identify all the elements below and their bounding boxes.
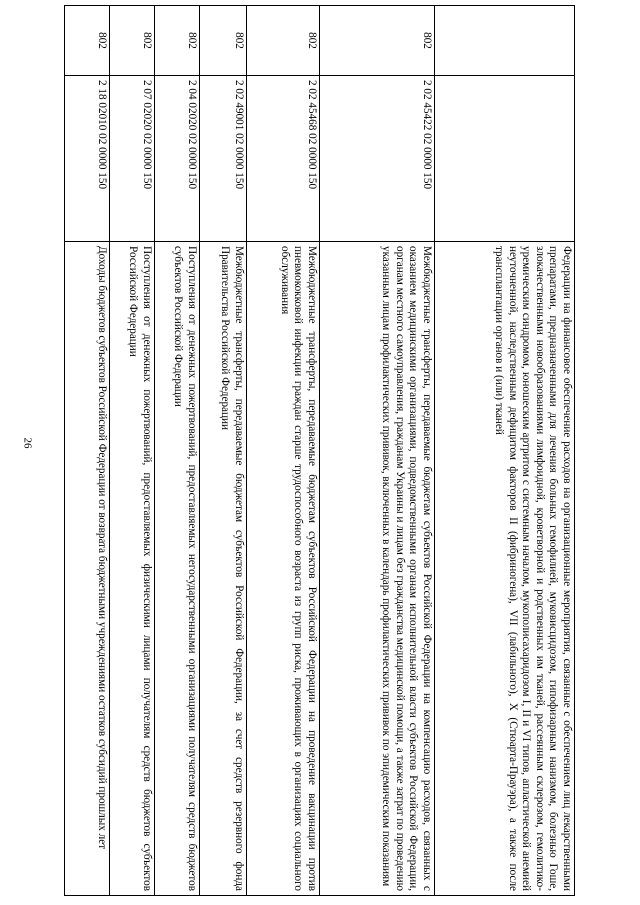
kbk-code-cell: 2 04 02020 02 0000 150 xyxy=(155,76,200,242)
table-row xyxy=(247,6,320,896)
revenue-name-cell: Межбюджетные трансферты, передаваемые бюджетам субъектов Российской Федерации на проведение вакцинации против пневмококковой инфекции граждан старше трудоспособного возраста из групп риска, проживающих в организациях социального обслуживания xyxy=(247,242,320,896)
kbk-code-cell: 2 07 02020 02 0000 150 xyxy=(110,76,155,242)
admin-code-cell: 802 xyxy=(155,6,200,76)
table-row xyxy=(200,6,247,896)
kbk-code-cell: 2 02 45422 02 0000 150 xyxy=(320,76,435,242)
admin-code-cell xyxy=(435,6,575,76)
admin-code-cell: 802 xyxy=(110,6,155,76)
revenue-name-cell: Поступления от денежных пожертвований, предоставляемых физическими лицами получателям средств бюджетов субъектов Российской Федерации xyxy=(110,242,155,896)
table-row xyxy=(155,6,200,896)
page-number: 26 xyxy=(21,437,34,449)
kbk-code-cell xyxy=(435,76,575,242)
kbk-code-cell: 2 18 02010 02 0000 150 xyxy=(65,76,110,242)
table-row xyxy=(320,6,435,896)
rotated-page-content xyxy=(65,5,575,895)
kbk-code-cell: 2 02 49001 02 0000 150 xyxy=(200,76,247,242)
admin-code-cell: 802 xyxy=(320,6,435,76)
admin-code-cell: 802 xyxy=(200,6,247,76)
kbk-code-cell: 2 02 45468 02 0000 150 xyxy=(247,76,320,242)
revenue-name-cell: Федерации на финансовое обеспечение расходов на организационные мероприятия, связанные с обеспечением лиц лекарственными препаратами, предназначенными для лечения больных гемофилией, муковисцидозом, гипофизарным нанизмом, болезнью Гоше, злокачественными новообразованиями лимфоидной, кроветворной и родственных им тканей, рассеянным склерозом, гемолитико-уремическим синдромом, юношеским артритом с системным началом, мукополисахаридозом I, II и VI типов, апластической анемией неуточненной, наследственным дефицитом факторов II (фибриногена), VII (лабильного), X (Стюарта-Прауэра), а также после трансплантации органов и (или) тканей xyxy=(435,242,575,896)
revenue-name-cell: Доходы бюджетов субъектов Российской Федерации от возврата бюджетными учреждениями остатков субсидий прошлых лет xyxy=(65,242,110,896)
table-row xyxy=(435,6,575,896)
revenue-name-cell: Межбюджетные трансферты, передаваемые бюджетам субъектов Российской Федерации, за счет средств резервного фонда Правительства Российской Федерации xyxy=(200,242,247,896)
revenue-name-cell: Межбюджетные трансферты, передаваемые бюджетам субъектов Российской Федерации на компенсацию расходов, связанных с оказанием медицинскими организациями, подведомственными органам исполнительной власти субъектов Российской Федерации, органам местного самоуправления, гражданам Украины и лицам без гражданства медицинской помощи, а также затрат по проведению указанным лицам профилактических прививок, включенных в календарь профилактических прививок по эпидемическим показаниям xyxy=(320,242,435,896)
admin-code-cell: 802 xyxy=(65,6,110,76)
revenue-codes-table xyxy=(64,5,575,896)
admin-code-cell: 802 xyxy=(247,6,320,76)
table-row xyxy=(65,6,110,896)
revenue-name-cell: Поступления от денежных пожертвований, предоставляемых негосударственными организациями получателям средств бюджетов субъектов Российской Федерации xyxy=(155,242,200,896)
table-row xyxy=(110,6,155,896)
